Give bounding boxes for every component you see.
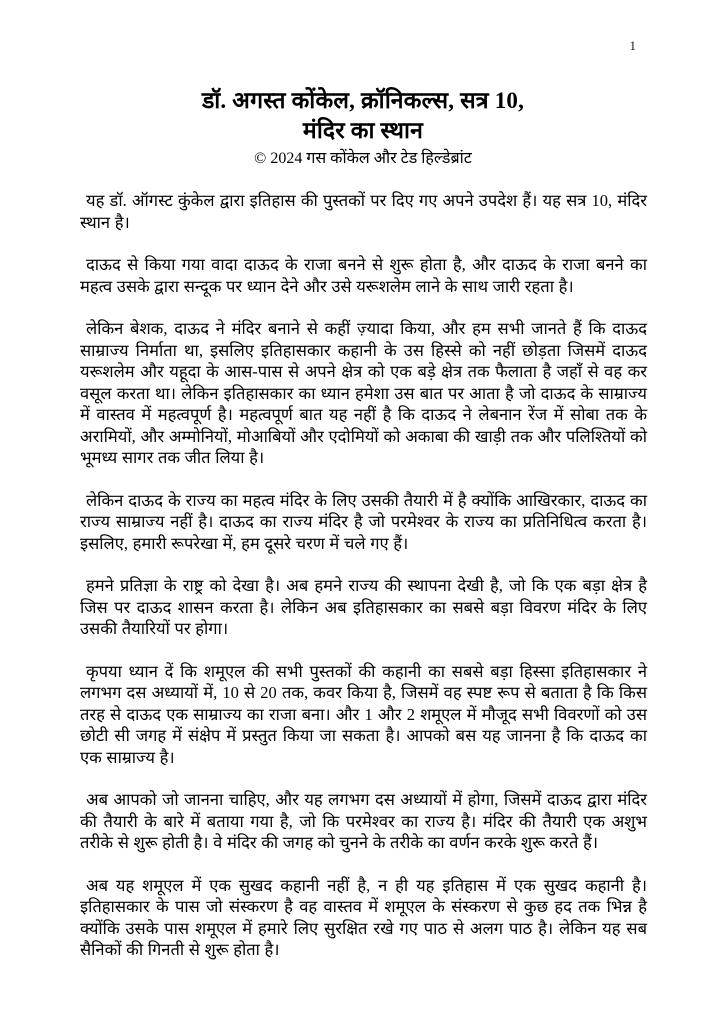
paragraph: अब आपको जो जानना चाहिए, और यह लगभग दस अध्यायों में होगा, जिसमें दाऊद द्वारा मंदिर की तैयारी के बारे में बताया गया है, जो कि परमेश्वर का राज्य है। मंदिर की तैयारी एक अशुभ तरीके से शुरू होती है। वे मंदिर की जगह को चुनने के तरीके का वर्णन करके शुरू करते हैं। xyxy=(80,790,647,852)
paragraph: दाऊद से किया गया वादा दाऊद के राजा बनने से शुरू होता है, और दाऊद के राजा बनने का महत्व उसके द्वारा सन्दूक पर ध्यान देने और उसे यरूशलेम लाने के साथ जारी रहता है। xyxy=(80,255,647,296)
title-block xyxy=(80,86,646,170)
paragraph: यह डॉ. ऑगस्ट कुंकेल द्वारा इतिहास की पुस्तकों पर दिए गए अपने उपदेश हैं। यह सत्र 10, मंदिर स्थान है। xyxy=(80,191,647,232)
paragraph: लेकिन दाऊद के राज्य का महत्व मंदिर के लिए उसकी तैयारी में है क्योंकि आखिरकार, दाऊद का राज्य साम्राज्य नहीं है। दाऊद का राज्य मंदिर है जो परमेश्वर के राज्य का प्रतिनिधित्व करता है। इसलिए, हमारी रूपरेखा में, हम दूसरे चरण में चले गए हैं। xyxy=(80,490,647,553)
document-title-line-2: मंदिर का स्थान xyxy=(302,118,424,143)
copyright-line: © 2024 गस कोंकेल और टेड हिल्डेब्रांट xyxy=(254,150,472,167)
paragraph: अब यह शमूएल में एक सुखद कहानी नहीं है, न ही यह इतिहास में एक सुखद कहानी है। इतिहासकार के पास जो संस्करण है वह वास्तव में शमूएल के संस्करण से कुछ हद तक भिन्न है क्योंकि उसके पास शमूएल में हमारे लिए सुरक्षित रखे गए पाठ से अलग पाठ है। लेकिन यह सब सैनिकों की गिनती से शुरू होता है। xyxy=(80,875,647,959)
paragraph: हमने प्रतिज्ञा के राष्ट्र को देखा है। अब हमने राज्य की स्थापना देखी है, जो कि एक बड़ा क्षेत्र है जिस पर दाऊद शासन करता है। लेकिन अब इतिहासकार का सबसे बड़ा विवरण मंदिर के लिए उसकी तैयारियों पर होगा। xyxy=(80,576,647,638)
paragraph: कृपया ध्यान दें कि शमूएल की सभी पुस्तकों की कहानी का सबसे बड़ा हिस्सा इतिहासकार ने लगभग दस अध्यायों में, 10 से 20 तक, कवर किया है, जिसमें वह स्पष्ट रूप से बताता है कि किस तरह से दाऊद एक साम्राज्य का राजा बना। और 1 और 2 शमूएल में मौजूद सभी विवरणों को उस छोटी सी जगह में संक्षेप में प्रस्तुत किया जा सकता है। आपको बस यह जानना है कि दाऊद का एक साम्राज्य है। xyxy=(80,661,647,767)
document-body xyxy=(80,190,647,982)
document-title-line-1: डॉ. अगस्त कोंकेल, क्रॉनिकल्स, सत्र 10, xyxy=(201,88,525,113)
page-number: 1 xyxy=(629,38,636,53)
paragraph: लेकिन बेशक, दाऊद ने मंदिर बनाने से कहीं ज़्यादा किया, और हम सभी जानते हैं कि दाऊद साम्राज्य निर्माता था, इसलिए इतिहासकार कहानी के उस हिस्से को नहीं छोड़ता जिसमें दाऊद यरूशलेम और यहूदा के आस-पास से अपने क्षेत्र को एक बड़े क्षेत्र तक फैलाता है जहाँ से वह कर वसूल करता था। लेकिन इतिहासकार का ध्यान हमेशा उस बात पर आता है जो दाऊद के साम्राज्य में वास्तव में महत्वपूर्ण है। महत्वपूर्ण बात यह नहीं है कि दाऊद ने लेबनान रेंज में सोबा तक के अरामियों, और अम्मोनियों, मोआबियों और एदोमियों को अकाबा की खाड़ी तक और पलिश्तियों को भूमध्य सागर तक जीत लिया है। xyxy=(80,319,647,467)
